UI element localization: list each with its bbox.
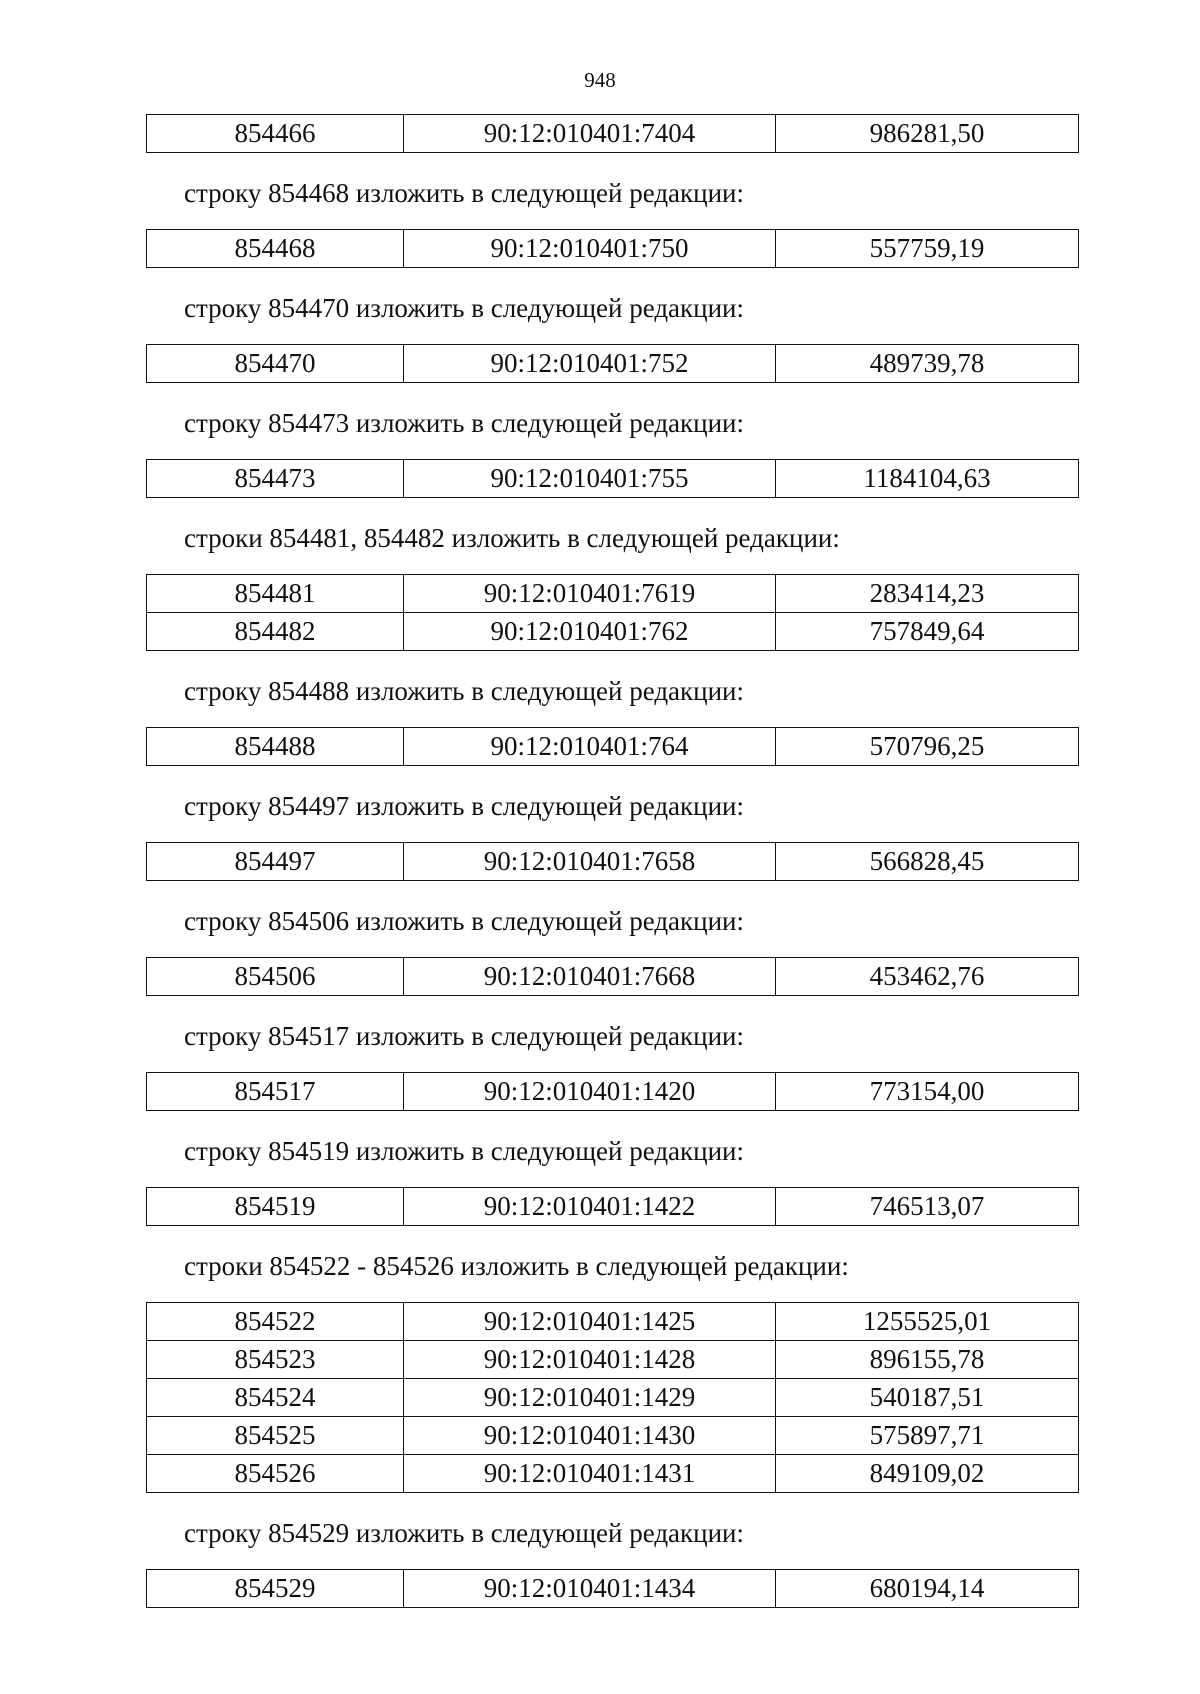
cadastral-number-cell: 90:12:010401:1431 xyxy=(404,1455,776,1493)
row-number-cell: 854481 xyxy=(147,575,404,613)
value-cell: 489739,78 xyxy=(776,345,1079,383)
value-cell: 986281,50 xyxy=(776,115,1079,153)
cadastral-number-cell: 90:12:010401:7619 xyxy=(404,575,776,613)
table-row xyxy=(147,230,1079,268)
row-number-cell: 854506 xyxy=(147,958,404,996)
cadastral-number-cell: 90:12:010401:7658 xyxy=(404,843,776,881)
amendment-instruction: строку 854488 изложить в следующей редакции: xyxy=(184,676,745,706)
row-number-cell: 854466 xyxy=(147,115,404,153)
cadastral-number-cell: 90:12:010401:7404 xyxy=(404,115,776,153)
row-number-cell: 854526 xyxy=(147,1455,404,1493)
table-row xyxy=(147,1341,1079,1379)
amendment-table xyxy=(146,1187,1079,1226)
amendment-table xyxy=(146,1569,1079,1608)
row-number-cell: 854482 xyxy=(147,613,404,651)
cadastral-number-cell: 90:12:010401:755 xyxy=(404,460,776,498)
cadastral-number-cell: 90:12:010401:7668 xyxy=(404,958,776,996)
row-number-cell: 854529 xyxy=(147,1570,404,1608)
table-row xyxy=(147,460,1079,498)
table-row xyxy=(147,728,1079,766)
amendment-table xyxy=(146,114,1079,153)
amendment-instruction: строку 854519 изложить в следующей редакции: xyxy=(184,1136,745,1166)
cadastral-number-cell: 90:12:010401:1428 xyxy=(404,1341,776,1379)
row-number-cell: 854497 xyxy=(147,843,404,881)
cadastral-number-cell: 90:12:010401:762 xyxy=(404,613,776,651)
row-number-cell: 854488 xyxy=(147,728,404,766)
cadastral-number-cell: 90:12:010401:750 xyxy=(404,230,776,268)
table-row xyxy=(147,1455,1079,1493)
amendment-instruction: строки 854481, 854482 изложить в следующей редакции: xyxy=(184,523,840,553)
page-number: 948 xyxy=(584,68,616,92)
cadastral-number-cell: 90:12:010401:1420 xyxy=(404,1073,776,1111)
table-row xyxy=(147,1188,1079,1226)
table-row xyxy=(147,958,1079,996)
amendment-instruction: строку 854529 изложить в следующей редакции: xyxy=(184,1518,745,1548)
value-cell: 283414,23 xyxy=(776,575,1079,613)
row-number-cell: 854468 xyxy=(147,230,404,268)
row-number-cell: 854524 xyxy=(147,1379,404,1417)
value-cell: 453462,76 xyxy=(776,958,1079,996)
table-row xyxy=(147,115,1079,153)
row-number-cell: 854519 xyxy=(147,1188,404,1226)
cadastral-number-cell: 90:12:010401:752 xyxy=(404,345,776,383)
table-row xyxy=(147,1073,1079,1111)
row-number-cell: 854523 xyxy=(147,1341,404,1379)
table-row xyxy=(147,1417,1079,1455)
row-number-cell: 854470 xyxy=(147,345,404,383)
row-number-cell: 854525 xyxy=(147,1417,404,1455)
row-number-cell: 854517 xyxy=(147,1073,404,1111)
table-row xyxy=(147,843,1079,881)
table-row xyxy=(147,1303,1079,1341)
row-number-cell: 854522 xyxy=(147,1303,404,1341)
table-row xyxy=(147,1570,1079,1608)
value-cell: 746513,07 xyxy=(776,1188,1079,1226)
value-cell: 680194,14 xyxy=(776,1570,1079,1608)
amendment-table xyxy=(146,344,1079,383)
amendment-table xyxy=(146,957,1079,996)
amendment-table xyxy=(146,229,1079,268)
amendment-instruction: строку 854470 изложить в следующей редакции: xyxy=(184,293,745,323)
amendment-table xyxy=(146,459,1079,498)
cadastral-number-cell: 90:12:010401:1434 xyxy=(404,1570,776,1608)
amendment-instruction: строку 854506 изложить в следующей редакции: xyxy=(184,906,745,936)
value-cell: 570796,25 xyxy=(776,728,1079,766)
amendment-table xyxy=(146,842,1079,881)
value-cell: 557759,19 xyxy=(776,230,1079,268)
value-cell: 540187,51 xyxy=(776,1379,1079,1417)
amendment-instruction: строку 854497 изложить в следующей редакции: xyxy=(184,791,745,821)
cadastral-number-cell: 90:12:010401:1430 xyxy=(404,1417,776,1455)
table-row xyxy=(147,1379,1079,1417)
cadastral-number-cell: 90:12:010401:1425 xyxy=(404,1303,776,1341)
amendment-instruction: строку 854473 изложить в следующей редакции: xyxy=(184,408,745,438)
amendment-table xyxy=(146,574,1079,651)
table-row xyxy=(147,613,1079,651)
document-body xyxy=(146,114,1078,1608)
value-cell: 896155,78 xyxy=(776,1341,1079,1379)
row-number-cell: 854473 xyxy=(147,460,404,498)
table-row xyxy=(147,345,1079,383)
amendment-table xyxy=(146,1302,1079,1493)
amendment-instruction: строку 854468 изложить в следующей редакции: xyxy=(184,178,745,208)
value-cell: 757849,64 xyxy=(776,613,1079,651)
value-cell: 575897,71 xyxy=(776,1417,1079,1455)
amendment-table xyxy=(146,1072,1079,1111)
amendment-instruction: строки 854522 - 854526 изложить в следующей редакции: xyxy=(184,1251,849,1281)
amendment-table xyxy=(146,727,1079,766)
value-cell: 849109,02 xyxy=(776,1455,1079,1493)
value-cell: 1184104,63 xyxy=(776,460,1079,498)
cadastral-number-cell: 90:12:010401:764 xyxy=(404,728,776,766)
value-cell: 566828,45 xyxy=(776,843,1079,881)
cadastral-number-cell: 90:12:010401:1429 xyxy=(404,1379,776,1417)
cadastral-number-cell: 90:12:010401:1422 xyxy=(404,1188,776,1226)
table-row xyxy=(147,575,1079,613)
amendment-instruction: строку 854517 изложить в следующей редакции: xyxy=(184,1021,745,1051)
value-cell: 773154,00 xyxy=(776,1073,1079,1111)
value-cell: 1255525,01 xyxy=(776,1303,1079,1341)
